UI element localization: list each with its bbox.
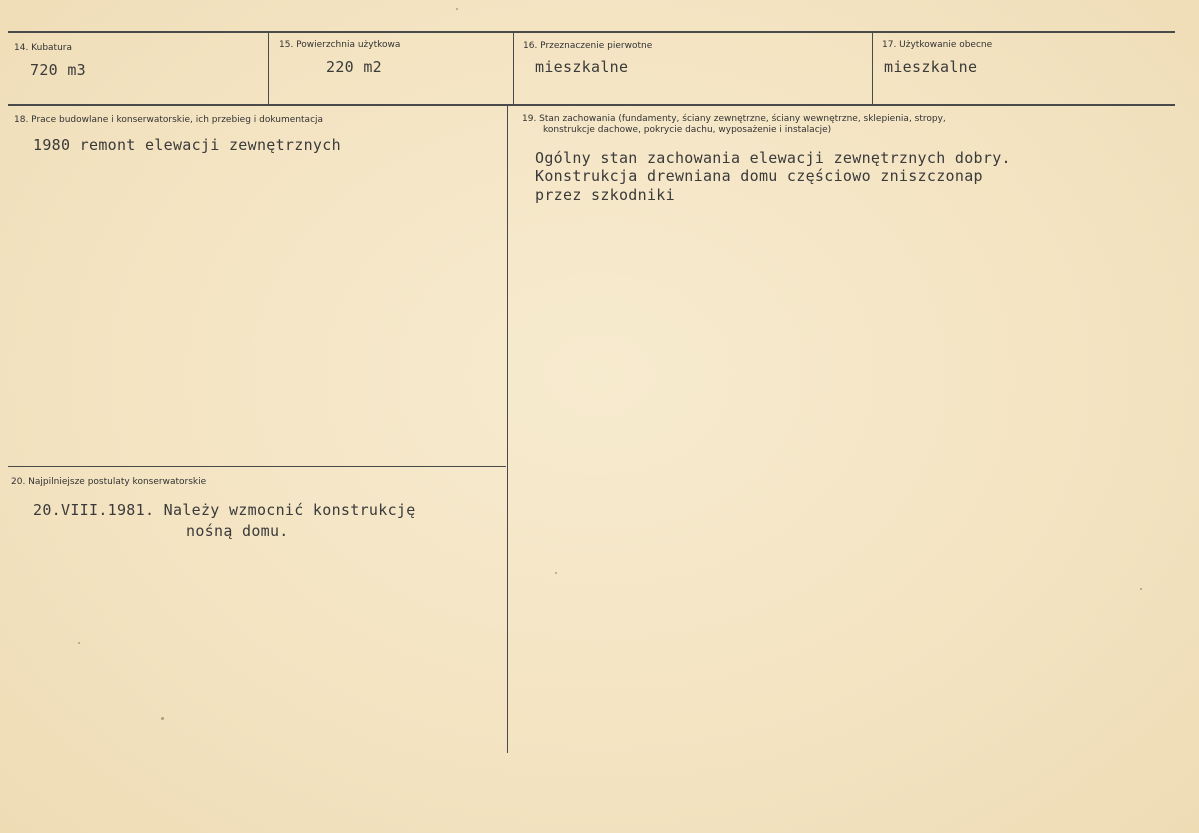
field-19-label-line1: 19. Stan zachowania (fundamenty, ściany zewnętrzne, ściany wewnętrzne, sklepienia, stropy, — [522, 114, 946, 124]
paper-speck — [161, 717, 164, 720]
field-19-label-line2: konstrukcje dachowe, pokrycie dachu, wyposażenie i instalacje) — [543, 125, 832, 135]
divider-16-17 — [872, 32, 873, 104]
field-17-value: mieszkalne — [884, 58, 978, 76]
field-17-label: 17. Użytkowanie obecne — [882, 40, 993, 50]
field-20-value-line2: nośną domu. — [186, 522, 289, 540]
field-15-value: 220 m2 — [326, 58, 382, 76]
row-rule — [8, 104, 1175, 106]
paper-speck — [78, 642, 80, 644]
paper-speck — [555, 572, 557, 574]
field-20-label: 20. Najpilniejsze postulaty konserwatorskie — [11, 477, 207, 487]
postulates-rule — [8, 466, 506, 467]
top-rule — [8, 31, 1175, 33]
field-18-value: 1980 remont elewacji zewnętrznych — [33, 136, 341, 154]
field-19-value-line3: przez szkodniki — [535, 186, 675, 204]
field-18-label: 18. Prace budowlane i konserwatorskie, ich przebieg i dokumentacja — [14, 115, 324, 125]
divider-18-19 — [507, 106, 508, 753]
field-14-label: 14. Kubatura — [14, 43, 73, 53]
divider-15-16 — [513, 32, 514, 104]
field-14-value: 720 m3 — [30, 61, 86, 79]
field-20-value-line1: 20.VIII.1981. Należy wzmocnić konstrukcję — [33, 501, 416, 519]
paper-speck — [456, 8, 458, 10]
paper-speck — [1140, 588, 1142, 590]
field-19-value-line1: Ogólny stan zachowania elewacji zewnętrznych dobry. — [535, 149, 1011, 167]
field-16-label: 16. Przeznaczenie pierwotne — [523, 41, 653, 51]
divider-14-15 — [268, 32, 269, 104]
field-19-value-line2: Konstrukcja drewniana domu częściowo zniszczonap — [535, 167, 983, 185]
field-15-label: 15. Powierzchnia użytkowa — [279, 40, 401, 50]
field-16-value: mieszkalne — [535, 58, 629, 76]
